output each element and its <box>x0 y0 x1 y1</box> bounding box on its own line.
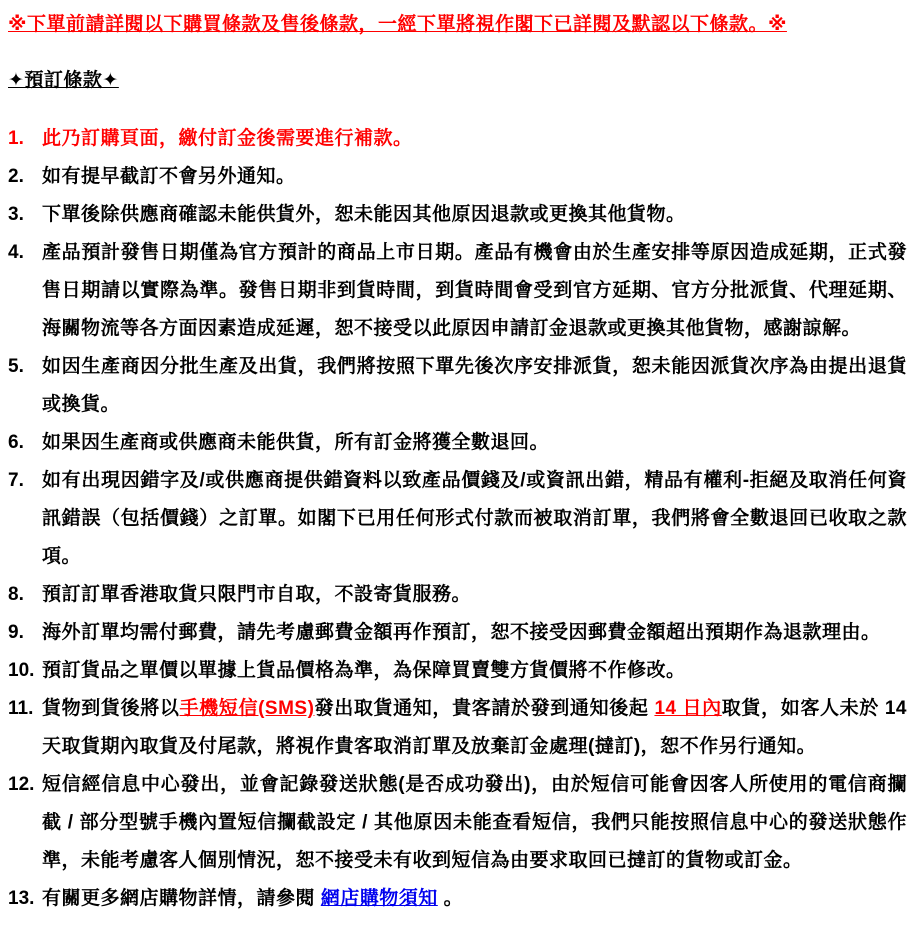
term-text-segment: 海外訂單均需付郵費，請先考慮郵費金額再作預訂，恕不接受因郵費金額超出預期作為退款理由。 <box>42 622 881 643</box>
term-item <box>8 424 907 462</box>
term-text <box>42 462 907 576</box>
terms-list <box>8 120 907 918</box>
term-number: 2. <box>8 166 24 187</box>
term-text <box>42 158 907 196</box>
term-text-segment: 如因生產商因分批生產及出貨，我們將按照下單先後次序安排派貨，恕未能因派貨次序為由提出退貨或換貨。 <box>42 356 907 415</box>
term-number: 11. <box>8 698 34 719</box>
term-number: 6. <box>8 432 24 453</box>
term-item <box>8 348 907 424</box>
term-item <box>8 462 907 576</box>
term-text <box>42 234 907 348</box>
term-text-segment: 取貨，如客人未於 14 天取貨期內取貨及付尾款，將視作貴客取消訂單及放棄訂金處理(撻訂)，恕不作另行通知。 <box>42 698 907 757</box>
term-text-segment: 短信經信息中心發出，並會記錄發送狀態(是否成功發出)，由於短信可能會因客人所使用的電信商攔截 / 部分型號手機內置短信攔截設定 / 其他原因未能查看短信，我們只能按照信息中心的發送狀態作準，未能考慮客人個別情況，恕不接受未有收到短信為由要求取回已撻訂的貨物或訂金。 <box>42 774 907 871</box>
term-text-segment: 下單後除供應商確認未能供貨外，恕未能因其他原因退款或更換其他貨物。 <box>42 204 686 225</box>
term-text <box>42 766 907 880</box>
term-item <box>8 196 907 234</box>
section-header-preorder-terms: ✦預訂條款✦ <box>8 70 119 91</box>
term-text <box>42 424 907 462</box>
term-item <box>8 614 907 652</box>
term-text-segment: 如有出現因錯字及/或供應商提供錯資料以致產品價錢及/或資訊出錯，精品有權利-拒絕及取消任何資訊錯誤（包括價錢）之訂單。如閣下已用任何形式付款而被取消訂單，我們將會全數退回已收取之款項。 <box>42 470 907 567</box>
term-text-segment: 預訂訂單香港取貨只限門市自取，不設寄貨服務。 <box>42 584 472 605</box>
term-text <box>42 348 907 424</box>
term-number: 12. <box>8 774 35 795</box>
store-shopping-guide-link[interactable]: 網店購物須知 <box>320 888 438 909</box>
term-item <box>8 766 907 880</box>
term-item <box>8 652 907 690</box>
term-text-segment: 有關更多網店購物詳情，請參閱 <box>42 888 321 909</box>
term-number: 13. <box>8 888 35 909</box>
term-item <box>8 234 907 348</box>
term-text-segment: 。 <box>437 888 464 909</box>
term-item <box>8 158 907 196</box>
term-text-segment: 貨物到貨後將以 <box>42 698 180 719</box>
term-text-segment: 預訂貨品之單價以單據上貨品價格為準，為保障買賣雙方貨價將不作修改。 <box>42 660 686 681</box>
term-text-segment: 如有提早截訂不會另外通知。 <box>42 166 296 187</box>
term-text <box>42 576 907 614</box>
term-item <box>8 576 907 614</box>
term-text-segment: 發出取貨通知，貴客請於發到通知後起 <box>314 698 655 719</box>
term-text <box>42 690 907 766</box>
term-number: 10. <box>8 660 35 681</box>
term-number: 1. <box>8 128 24 149</box>
term-item <box>8 120 907 158</box>
term-item <box>8 690 907 766</box>
term-item <box>8 880 907 918</box>
term-text <box>42 614 907 652</box>
term-text <box>42 120 907 158</box>
term-text <box>42 880 907 918</box>
page-title: ※下單前請詳閱以下購買條款及售後條款，一經下單將視作閣下已詳閱及默認以下條款。※ <box>8 14 787 35</box>
term-number: 8. <box>8 584 24 605</box>
term-text <box>42 652 907 690</box>
term-text-highlight: 14 日內 <box>654 698 722 719</box>
term-text-highlight: 此乃訂購頁面，繳付訂金後需要進行補款。 <box>42 128 413 149</box>
term-number: 9. <box>8 622 24 643</box>
term-number: 3. <box>8 204 24 225</box>
term-number: 5. <box>8 356 24 377</box>
term-text-segment: 產品預計發售日期僅為官方預計的商品上市日期。產品有機會由於生產安排等原因造成延期，正式發售日期請以實際為準。發售日期非到貨時間，到貨時間會受到官方延期、官方分批派貨、代理延期、海關物流等各方面因素造成延遲，恕不接受以此原因申請訂金退款或更換其他貨物，感謝諒解。 <box>42 242 907 339</box>
term-text-highlight: 手機短信(SMS) <box>179 698 315 719</box>
term-text-segment: 如果因生產商或供應商未能供貨，所有訂金將獲全數退回。 <box>42 432 550 453</box>
term-number: 7. <box>8 470 24 491</box>
term-number: 4. <box>8 242 24 263</box>
term-text <box>42 196 907 234</box>
